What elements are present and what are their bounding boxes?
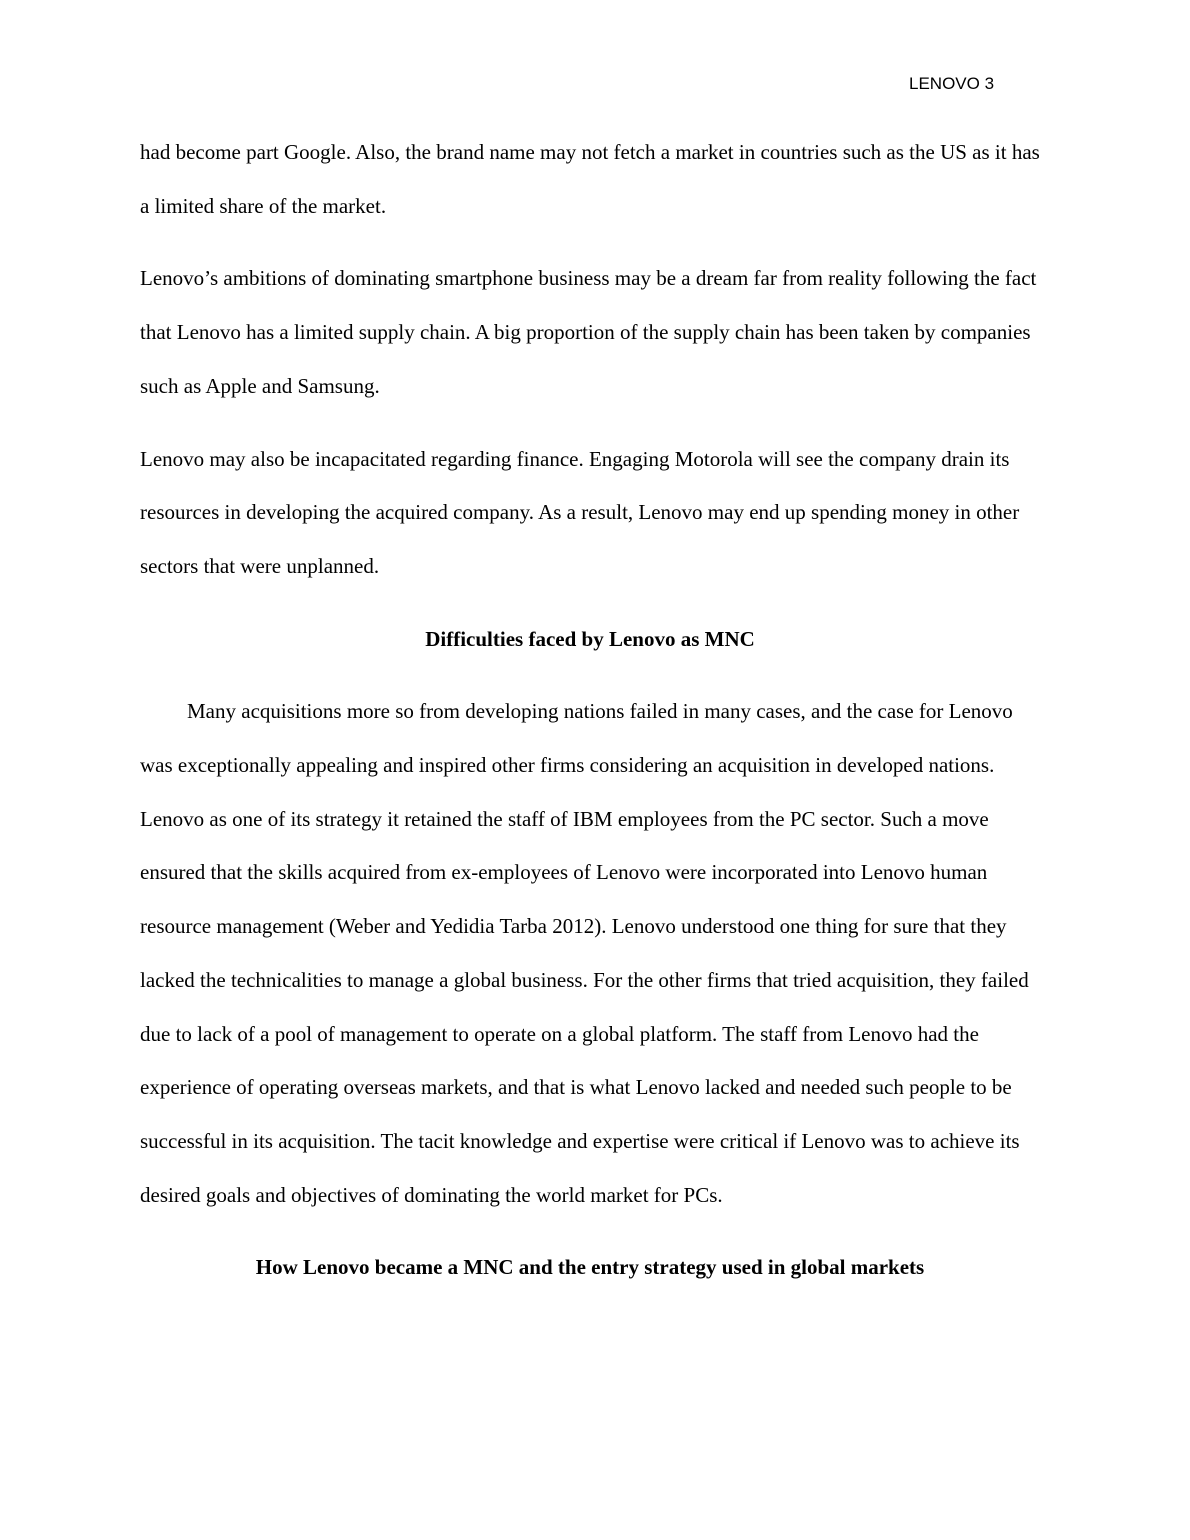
paragraph-acquisitions: Many acquisitions more so from developing nations failed in many cases, and the case for Lenovo was exceptionally appealing and inspired other firms considering an acquisition in developed nations. Lenovo as one of its strategy it retained the staff of IBM employees from the PC sector. Such a move ensured that the skills acquired from ex-employees of Lenovo were incorporated into Lenovo human resource management (Weber and Yedidia Tarba 2012). Lenovo understood one thing for sure that they lacked the technicalities to manage a global business. For the other firms that tried acquisition, they failed due to lack of a pool of management to operate on a global platform. The staff from Lenovo had the experience of operating overseas markets, and that is what Lenovo lacked and needed such people to be successful in its acquisition. The tacit knowledge and expertise were critical if Lenovo was to achieve its desired goals and objectives of dominating the world market for PCs. (140, 699, 1029, 1207)
paragraph-supply-chain: Lenovo’s ambitions of dominating smartphone business may be a dream far from reality following the fact that Lenovo has a limited supply chain. A big proportion of the supply chain has been taken by companies such as Apple and Samsung. (140, 266, 1037, 398)
document-body (140, 126, 1040, 1314)
section-heading-entry-strategy: How Lenovo became a MNC and the entry strategy used in global markets (255, 1255, 925, 1280)
section-heading-difficulties: Difficulties faced by Lenovo as MNC (425, 626, 755, 651)
running-head: LENOVO 3 (909, 74, 995, 93)
paragraph-brand-name: had become part Google. Also, the brand name may not fetch a market in countries such as the US as it has a limited share of the market. (140, 140, 1040, 218)
paragraph-finance: Lenovo may also be incapacitated regarding finance. Engaging Motorola will see the company drain its resources in developing the acquired company. As a result, Lenovo may end up spending money in other sectors that were unplanned. (140, 446, 1020, 578)
